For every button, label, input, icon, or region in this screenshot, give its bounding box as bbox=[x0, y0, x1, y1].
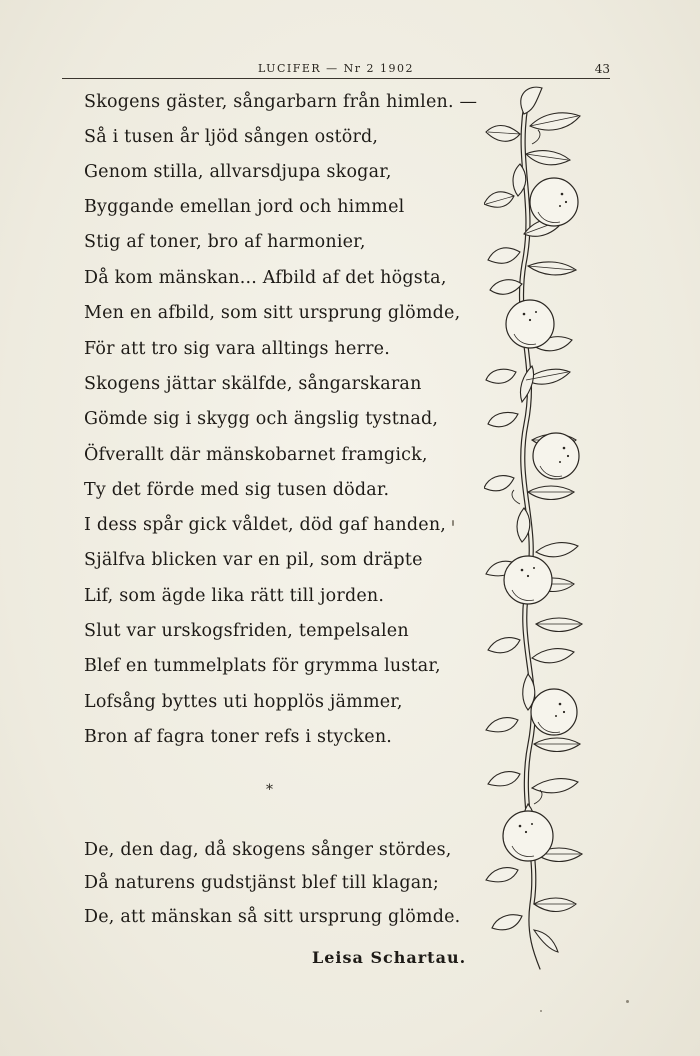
poem-line: Då kom mänskan... Afbild af det högsta, bbox=[84, 268, 447, 288]
leaf-icon bbox=[488, 772, 520, 786]
fruit-icon bbox=[504, 556, 552, 604]
leaf-icon bbox=[488, 248, 520, 263]
leaf-icon bbox=[484, 192, 514, 207]
poem-line: Lif, som ägde lika rätt till jorden. bbox=[84, 586, 385, 606]
vine-with-fruit-illustration bbox=[484, 84, 604, 972]
paper-speck bbox=[540, 1010, 542, 1012]
leaf-icon bbox=[521, 87, 542, 114]
poem-line: Skogens gäster, sångarbarn från himlen. — bbox=[84, 92, 478, 112]
running-header bbox=[62, 58, 610, 79]
poem-line: För att tro sig vara alltings herre. bbox=[84, 339, 390, 359]
poem-line: Byggande emellan jord och himmel bbox=[84, 197, 405, 217]
fruit-icon bbox=[506, 300, 554, 348]
leaf-icon bbox=[536, 618, 582, 632]
poem-line: De, att mänskan så sitt ursprung glömde. bbox=[84, 907, 461, 927]
poem-line: Då naturens gudstjänst blef till klagan; bbox=[84, 873, 439, 893]
leaf-icon bbox=[536, 543, 578, 557]
poem-line: Men en afbild, som sitt ursprung glömde, bbox=[84, 303, 461, 323]
leaf-icon bbox=[526, 151, 570, 165]
leaf-icon bbox=[532, 649, 574, 663]
author-signature: Leisa Schartau. bbox=[312, 948, 467, 967]
leaf-icon bbox=[486, 718, 518, 732]
leaf-icon bbox=[528, 486, 574, 500]
poem-line: Genom stilla, allvarsdjupa skogar, bbox=[84, 162, 392, 182]
leaf-icon bbox=[534, 930, 558, 952]
poem-line: Ty det förde med sig tusen dödar. bbox=[84, 480, 390, 500]
poem-line: De, den dag, då skogens sånger stördes, bbox=[84, 840, 452, 860]
leaf-icon bbox=[484, 476, 514, 491]
leaf-icon bbox=[488, 638, 520, 653]
leaf-icon bbox=[517, 508, 530, 542]
section-separator: * bbox=[266, 782, 273, 798]
fruit-icon bbox=[530, 178, 578, 226]
poem-line: I dess spår gick våldet, död gaf handen, bbox=[84, 515, 447, 535]
leaf-icon bbox=[486, 369, 516, 383]
poem-line: Stig af toner, bro af harmonier, bbox=[84, 232, 366, 252]
poem-line: Själfva blicken var en pil, som dräpte bbox=[84, 550, 423, 570]
leaf-icon bbox=[486, 868, 518, 882]
page-number: 43 bbox=[594, 62, 610, 76]
leaf-icon bbox=[534, 898, 576, 912]
leaf-icon bbox=[492, 915, 522, 930]
fruit-icon bbox=[503, 811, 553, 861]
leaf-icon bbox=[488, 412, 518, 426]
poem-line: Bron af fagra toner refs i stycken. bbox=[84, 727, 393, 747]
poem-line: Så i tusen år ljöd sången ostörd, bbox=[84, 127, 379, 147]
fruit-icon bbox=[533, 433, 579, 479]
poem-line: Lofsång byttes uti hopplös jämmer, bbox=[84, 692, 403, 712]
fruit-icon bbox=[531, 689, 577, 735]
poem-line: Blef en tummelplats för grymma lustar, bbox=[84, 656, 441, 676]
journal-title: LUCIFER — Nr 2 1902 bbox=[257, 62, 415, 75]
leaf-icon bbox=[490, 280, 522, 295]
leaf-icon bbox=[530, 113, 580, 130]
paper-speck bbox=[626, 1000, 629, 1003]
poem-line: Slut var urskogsfriden, tempelsalen bbox=[84, 621, 409, 641]
leaf-icon bbox=[534, 738, 580, 752]
poem-line: Öfverallt där mänskobarnet framgick, bbox=[84, 445, 428, 465]
paper-speck bbox=[452, 520, 454, 526]
leaf-icon bbox=[532, 779, 578, 793]
poem-line: Gömde sig i skygg och ängslig tystnad, bbox=[84, 409, 439, 429]
poem-line: Skogens jättar skälfde, sångarskaran bbox=[84, 374, 422, 394]
